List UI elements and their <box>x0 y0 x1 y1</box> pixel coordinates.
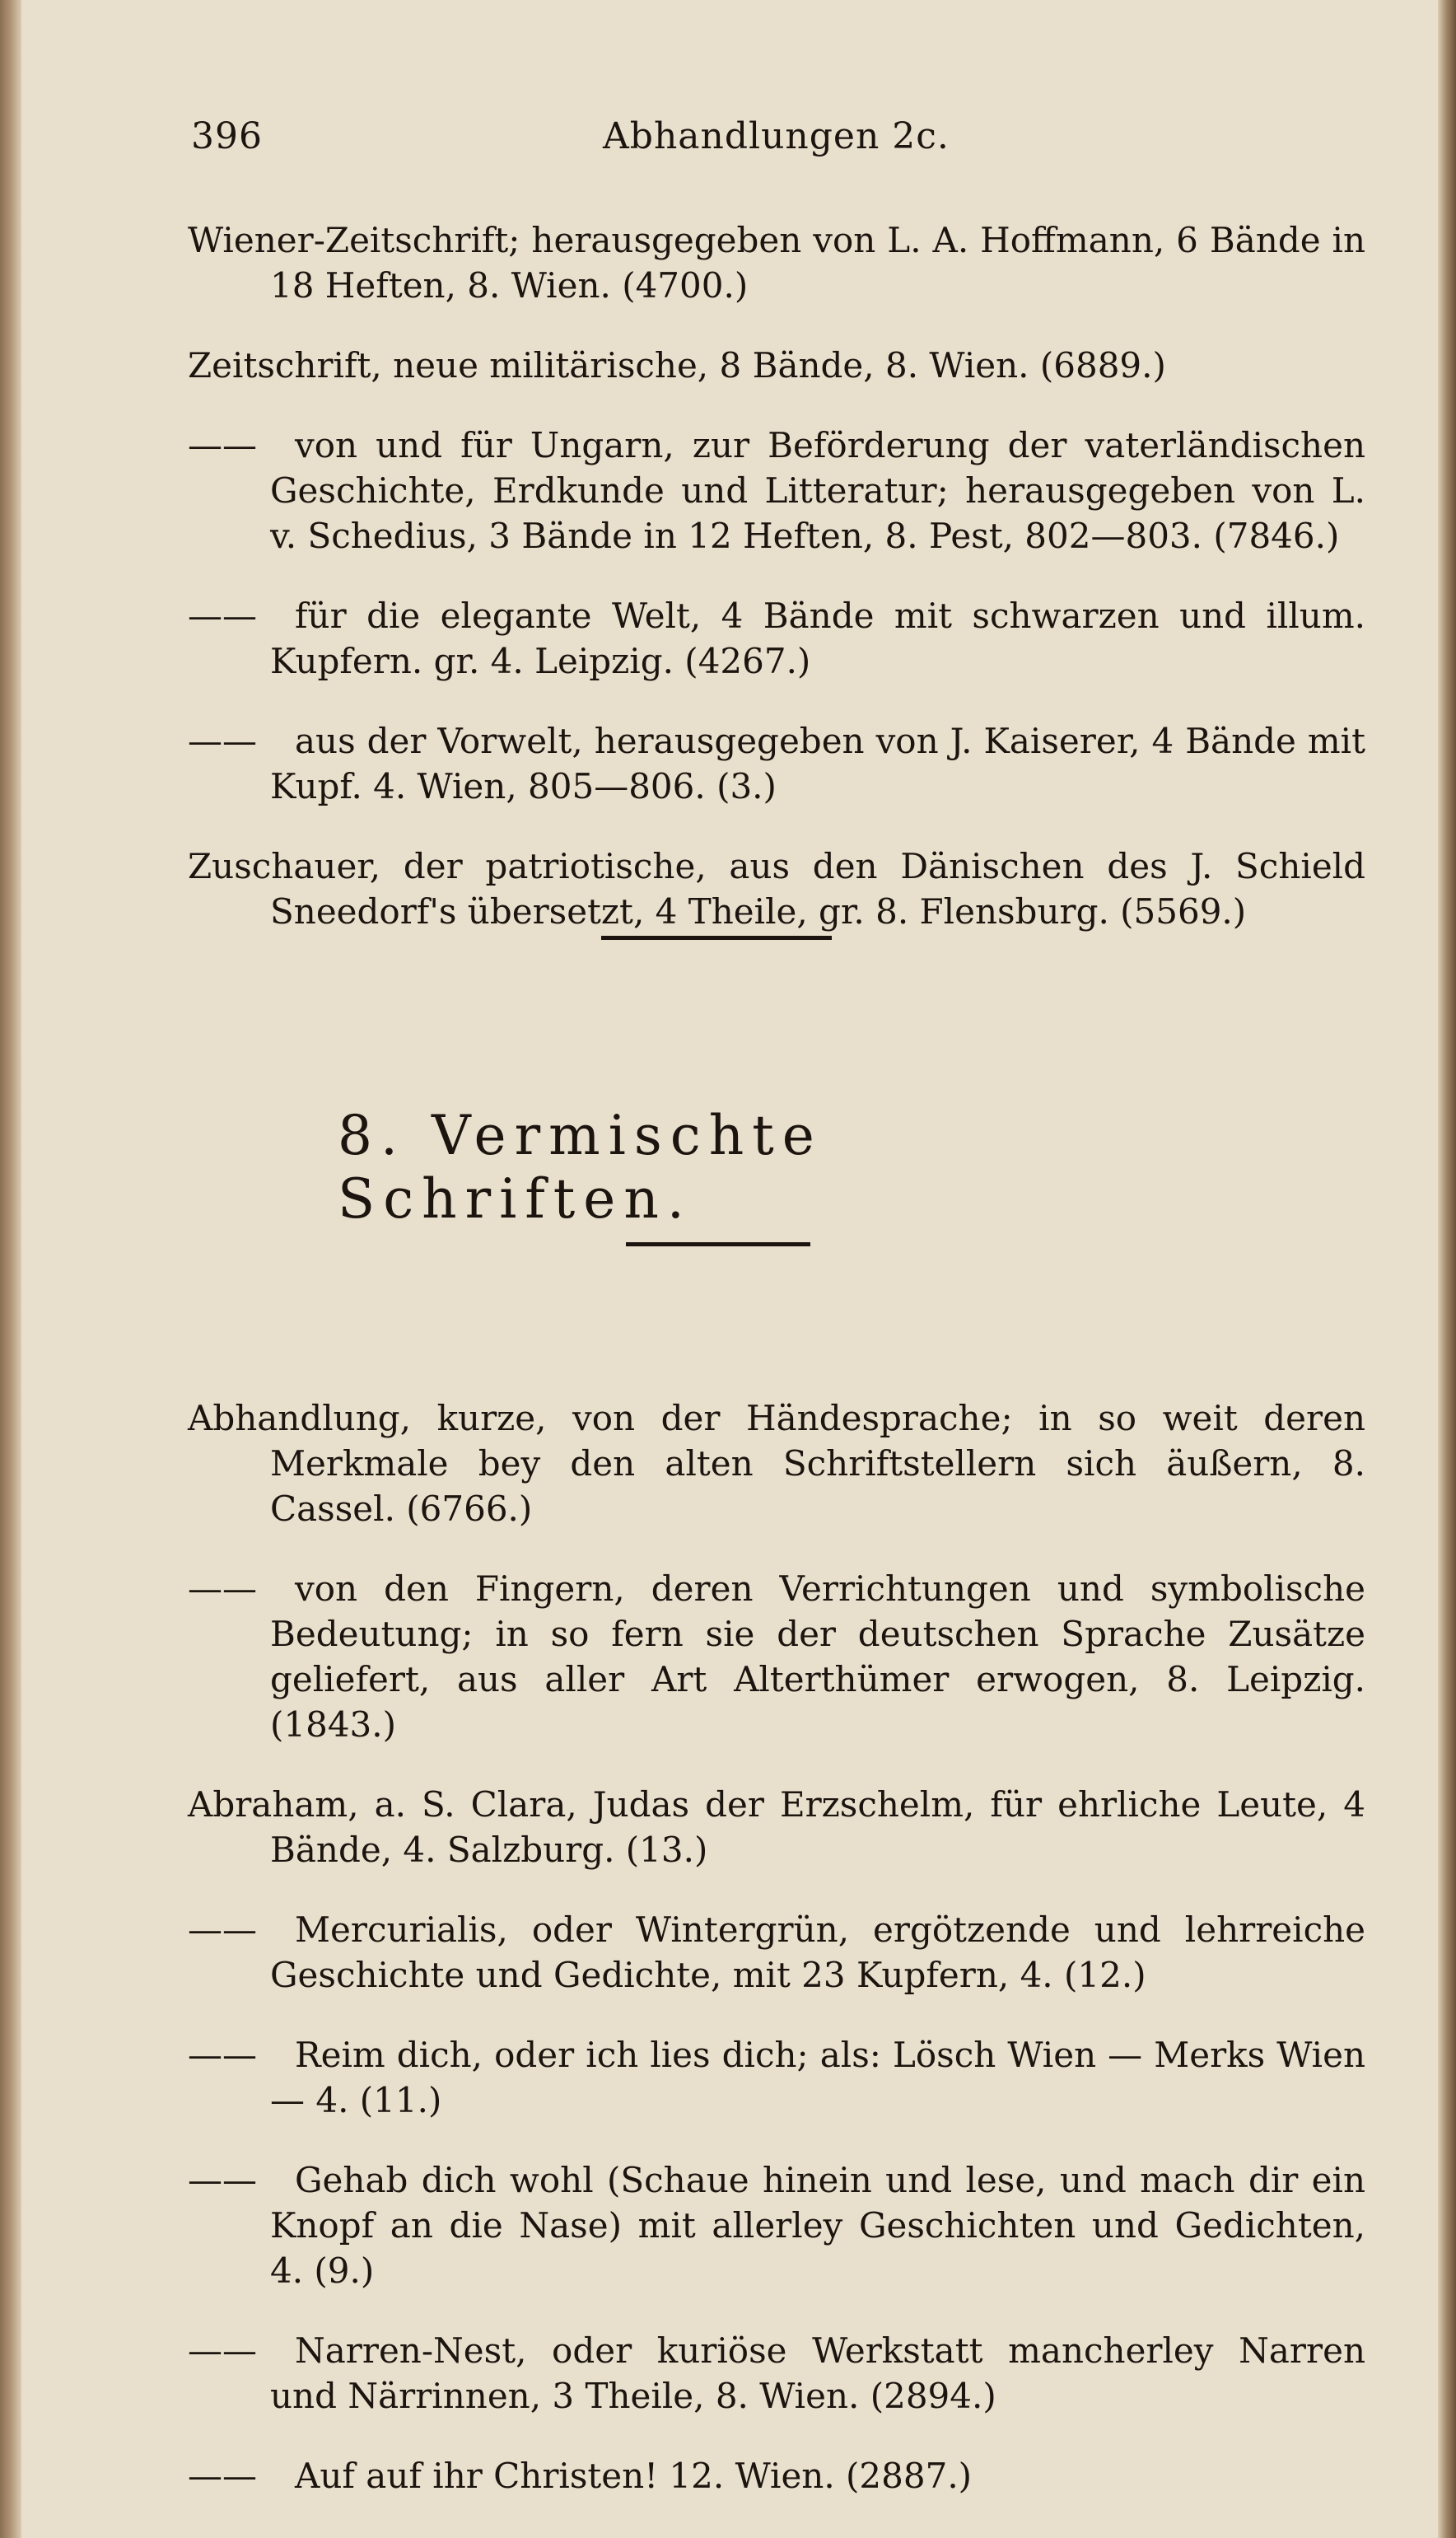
ditto-dash: —— <box>188 425 257 465</box>
bibliography-entry <box>188 1395 1365 1531</box>
running-title: Abhandlungen 2c. <box>603 115 950 157</box>
entry-text: Gehab dich wohl (Schaue hinein und lese, und mach dir ein Knopf an die Nase) mit allerley Geschichten und Gedichten, 4. (9.) <box>270 2160 1365 2291</box>
bibliography-entry <box>188 1566 1365 1747</box>
bibliography-entry <box>188 2328 1365 2419</box>
bibliography-entry <box>188 217 1365 308</box>
section-divider-top <box>601 936 832 940</box>
bibliography-entry <box>188 343 1365 388</box>
bibliography-entry <box>188 2453 1365 2498</box>
ditto-dash: —— <box>188 2035 257 2075</box>
ditto-dash: —— <box>188 1568 257 1609</box>
ditto-dash: —— <box>188 1909 257 1950</box>
entry-text: Wiener-Zeitschrift; herausgegeben von L. A. Hoffmann, 6 Bände in 18 Heften, 8. Wien. (4700.) <box>188 220 1365 306</box>
bibliography-entry <box>188 1782 1365 1872</box>
entry-text: Abhandlung, kurze, von der Händesprache; in so weit deren Merkmale bey den alten Schriftstellern sich äußern, 8. Cassel. (6766.) <box>188 1398 1365 1529</box>
entry-text: Auf auf ihr Christen! 12. Wien. (2887.) <box>295 2456 973 2496</box>
entry-text: Abraham, a. S. Clara, Judas der Erzschelm, für ehrliche Leute, 4 Bände, 4. Salzburg. (13.) <box>188 1784 1365 1870</box>
bibliography-entry <box>188 2157 1365 2293</box>
ditto-dash: —— <box>188 721 257 761</box>
ditto-dash: —— <box>188 2160 257 2200</box>
section-divider-bottom <box>626 1242 810 1246</box>
bibliography-list-before <box>0 183 1456 934</box>
bibliography-entry <box>188 1907 1365 1998</box>
entry-text: Zeitschrift, neue militärische, 8 Bände, 8. Wien. (6889.) <box>188 345 1166 386</box>
bibliography-list-after <box>0 1361 1456 2498</box>
running-head <box>191 115 1291 165</box>
bibliography-entry <box>188 2032 1365 2123</box>
section-heading: 8. Vermischte Schriften. <box>338 1104 823 1231</box>
ditto-dash: —— <box>188 2456 257 2496</box>
bibliography-entry <box>188 423 1365 559</box>
ditto-dash: —— <box>188 2330 257 2371</box>
entry-text: Mercurialis, oder Wintergrün, ergötzende und lehrreiche Geschichte und Gedichte, mit 23 Kupfern, 4. (12.) <box>270 1909 1365 1995</box>
ditto-dash: —— <box>188 596 257 636</box>
bibliography-entry <box>188 844 1365 934</box>
entry-text: aus der Vorwelt, herausgegeben von J. Kaiserer, 4 Bände mit Kupf. 4. Wien, 805—806. (3.) <box>270 721 1365 806</box>
bibliography-entry <box>188 593 1365 684</box>
page-number: 396 <box>191 115 263 157</box>
entry-text: Reim dich, oder ich lies dich; als: Lösch Wien — Merks Wien — 4. (11.) <box>270 2035 1365 2120</box>
bibliography-entry <box>188 718 1365 809</box>
entry-text: von den Fingern, deren Verrichtungen und symbolische Bedeutung; in so fern sie der deutschen Sprache Zusätze geliefert, aus aller Art Alterthümer erwogen, 8. Leipzig. (1843.) <box>270 1568 1365 1745</box>
entry-text: Zuschauer, der patriotische, aus den Dänischen des J. Schield Sneedorf's übersetzt, 4 Theile, gr. 8. Flensburg. (5569.) <box>188 846 1365 932</box>
entry-text: Narren-Nest, oder kuriöse Werkstatt mancherley Narren und Närrinnen, 3 Theile, 8. Wien. (2894.) <box>270 2330 1365 2416</box>
entry-text: von und für Ungarn, zur Beförderung der vaterländischen Geschichte, Erdkunde und Litteratur; herausgegeben von L. v. Schedius, 3 Bände in 12 Heften, 8. Pest, 802—803. (7846.) <box>270 425 1365 556</box>
entry-text: für die elegante Welt, 4 Bände mit schwarzen und illum. Kupfern. gr. 4. Leipzig. (4267.) <box>270 596 1365 681</box>
